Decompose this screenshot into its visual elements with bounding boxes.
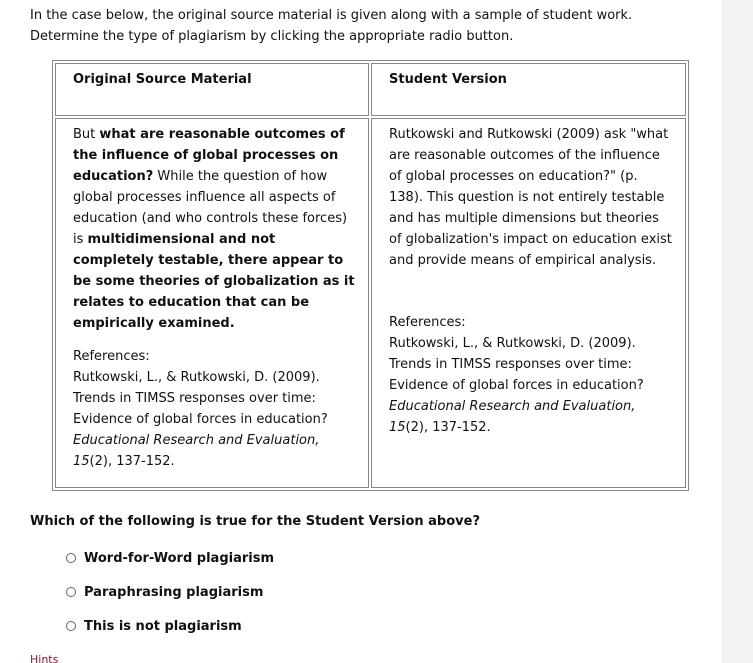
comparison-table — [52, 60, 689, 491]
original-references-label: References: — [73, 349, 150, 364]
option-not-plagiarism[interactable] — [66, 615, 274, 637]
instructions-line-1: In the case below, the original source material is given along with a sample of student work. — [30, 8, 633, 23]
instructions — [30, 5, 710, 47]
option-label: Word-for-Word plagiarism — [84, 550, 274, 566]
option-paraphrasing[interactable] — [66, 581, 274, 603]
option-word-for-word[interactable] — [66, 547, 274, 569]
radio-button[interactable] — [66, 587, 76, 597]
student-references-label: References: — [389, 315, 466, 330]
answer-options — [66, 547, 274, 649]
header-original: Original Source Material — [55, 63, 369, 116]
option-label: Paraphrasing plagiarism — [84, 584, 264, 600]
radio-button[interactable] — [66, 621, 76, 631]
hints-link[interactable]: Hints — [30, 653, 59, 663]
instructions-line-2: Determine the type of plagiarism by clicking the appropriate radio button. — [30, 29, 514, 44]
question-text: Which of the following is true for the Student Version above? — [30, 514, 480, 529]
original-reference: Rutkowski, L., & Rutkowski, D. (2009). Trends in TIMSS responses over time: Evidence of global forces in education? Educational Research and Evaluation, 15(2), 137-152. — [73, 370, 328, 469]
student-passage: Rutkowski and Rutkowski (2009) ask "what are reasonable outcomes of the influence of global processes on education?" (p. 138). This question is not entirely testable and has multiple dimensions but theories of globalization's impact on education exist and provide means of empirical analysis. — [389, 127, 672, 268]
student-reference: Rutkowski, L., & Rutkowski, D. (2009). Trends in TIMSS responses over time: Evidence of global forces in education? Educational Research and Evaluation, 15(2), 137-152. — [389, 336, 644, 435]
student-version-cell — [371, 118, 686, 488]
option-label: This is not plagiarism — [84, 618, 242, 634]
header-student: Student Version — [371, 63, 686, 116]
original-passage: But what are reasonable outcomes of the influence of global processes on education? While the question of how global processes influence all aspects of education (and who controls these forces) is multidimensional and not completely testable, there appear to be some theories of globalization as it relates to education that can be empirically examined. — [73, 127, 355, 331]
radio-button[interactable] — [66, 553, 76, 563]
original-source-cell — [55, 118, 369, 488]
